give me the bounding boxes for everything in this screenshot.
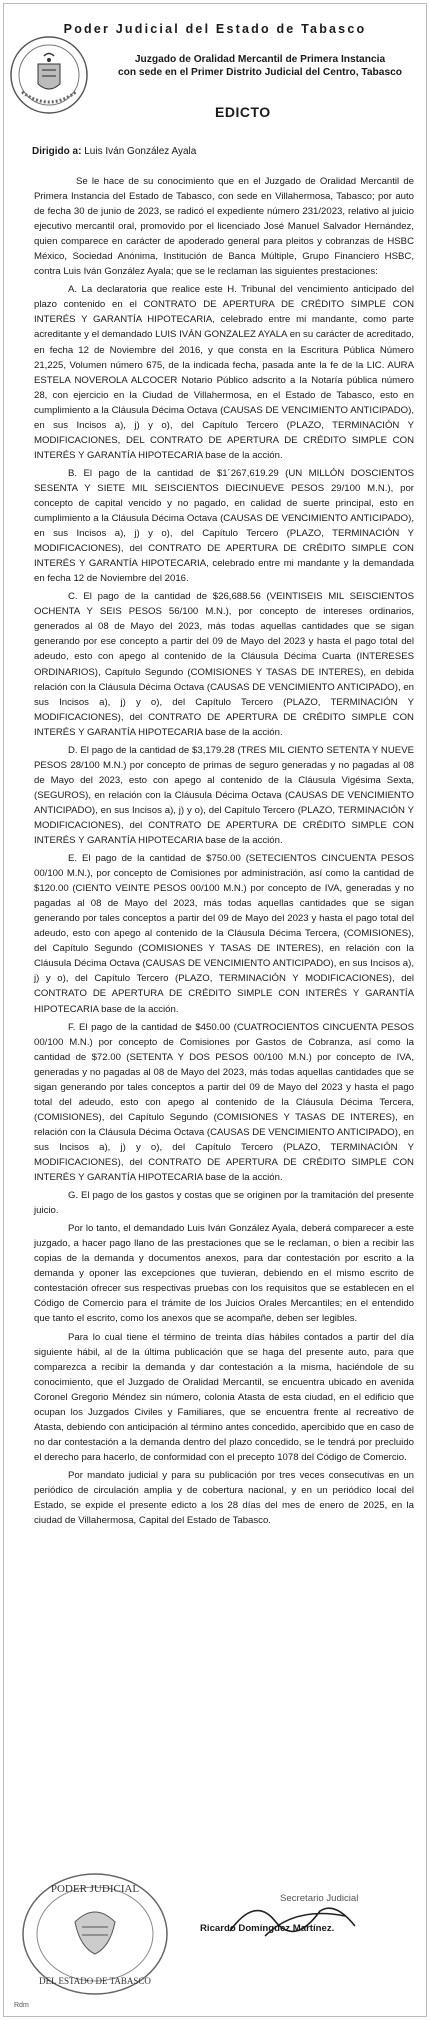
claim-b: B. El pago de la cantidad de $1´267,619.29 (UN MILLÓN DOSCIENTOS SESENTA Y SIETE MIL SEISCIENTOS DIECINUEVE PESOS 29/100 M.N.), por concepto de capital vencido y no pagado, en calidad de suerte principal, esto en cumplimiento a la Cláusula Décima Octava (CAUSAS DE VENCIMIENTO ANTICIPADO), en sus Incisos a), j) y o), del Capítulo Tercero (PLAZO, TERMINACIÓN Y MODIFICACIONES), del CONTRATO DE APERTURA DE CRÉDITO SIMPLE CON INTERÉS Y GARANTÍA HIPOTECARIA, celebrado entre mi mandante y la demandada en fecha 12 de Noviembre del 2016. bbox=[34, 467, 414, 585]
court-heading bbox=[100, 54, 420, 79]
claim-a: A. La declaratoria que realice este H. Tribunal del vencimiento anticipado del plazo contenido en el CONTRATO DE APERTURA DE CRÉDITO SIMPLE CON INTERÉS Y GARANTÍA HIPOTECARIA, celebrado entre mi mandante, como parte acreditante y el demandado LUIS IVÁN GONZALEZ AYALA en su carácter de acreditado, en fecha 12 de Noviembre del 2016, y que consta en la Escritura Pública Número 21,225, Volumen número 675, de la indicada fecha, pasada ante la fe de la LIC. AURA ESTELA NOVEROLA ALCOCER Notario Público adscrito a la Notaría pública número 28, con ejercicio en la Ciudad de Villahermosa, en el Estado de Tabasco, esto en cumplimiento a la Cláusula Décima Octava (CAUSAS DE VENCIMIENTO ANTICIPADO), en sus Incisos a), j) y o), del Capítulo Tercero (PLAZO, TERMINACIÓN Y MODIFICACIONES, DEL CONTRATO DE APERTURA DE CRÉDITO SIMPLE CON INTERÉS Y GARANTÍA HIPOTECARIA base de la acción. bbox=[34, 284, 414, 461]
summons-paragraph: Por lo tanto, el demandado Luis Iván González Ayala, deberá comparecer a este juzgado, a hacer pago llano de las prestaciones que se le reclaman, o bien a recibir las copias de la demanda y documentos anexos, para dar contestación por escrito a la demanda y oponer las excepciones que tuvieran, debiendo en el mismo escrito de contestación ofrecer sus respectivas pruebas con los requisitos que se establecen en el Código de Comercio para el trámite de los Juicios Orales Mercantiles; en el entendido que tanto el escrito, como los anexos que se acompañe, deben ser legibles. bbox=[34, 1223, 414, 1325]
claim-g: G. El pago de los gastos y costas que se originen por la tramitación del presente juicio. bbox=[34, 1190, 414, 1217]
edict-body bbox=[34, 174, 414, 1531]
secretary-name: Ricardo Domínguez Martínez. bbox=[200, 1923, 335, 1934]
claim-c: C. El pago de la cantidad de $26,688.56 (VEINTISEIS MIL SEISCIENTOS OCHENTA Y SEIS PESOS 56/100 M.N.), por concepto de intereses ordinarios, generados al 08 de Mayo del 2023, más todas aquellas cantidades que se sigan generando por ese concepto a partir del 09 de Mayo del 2023 y hasta el pago total del adeudo, esto con apego al contenido de la Cláusula Décima Cuarta (INTERESES ORDINARIOS), Capítulo Segundo (COMISIONES Y TASAS DE INTERES), en debida relación con la Cláusula Décima Octava (CAUSAS DE VENCIMIENTO ANTICIPADO), en sus Incisos a), j) y o), del Capítulo Tercero (PLAZO, TERMINACIÓN Y MODIFICACIONES), del CONTRATO DE APERTURA DE CRÉDITO SIMPLE CON INTERÉS Y GARANTÍA HIPOTECARIA base de la acción. bbox=[34, 591, 414, 738]
deadline-paragraph: Para lo cual tiene el término de treinta días hábiles contados a partir del día siguiente hábil, al de la última publicación que se haga del presente auto, para que comparezca a recibir la demanda y dar contestación a la misma, haciéndole de su conocimiento, que el Juzgado de Oralidad Mercantil, se encuentra ubicado en avenida Coronel Gregorio Méndez sin número, colonia Atasta de esta ciudad, en el edificio que ocupan los Juzgados Civiles y Familiares, que se encuentra frente al recreativo de Atasta, debiendo con anticipación al término antes concedido, apercibido que en caso de no dar contestación a la demanda dentro del plazo concedido, se le tendrá por precluido el derecho para hacerlo, de conformidad con el precepto 1078 del Código de Comercio. bbox=[34, 1331, 414, 1463]
addressee-line bbox=[32, 146, 196, 157]
stamp-line-1: PODER JUDICIAL bbox=[50, 1883, 140, 1895]
claim-e: E. El pago de la cantidad de $750.00 (SETECIENTOS CINCUENTA PESOS 00/100 M.N.), por concepto de Comisiones por administración, así como la cantidad de $120.00 (CIENTO VEINTE PESOS 00/100 M.N.) por concepto de IVA, generadas y no pagadas al 08 de Mayo del 2023, más todas aquellas cantidades que se sigan generando por tales conceptos a partir del 09 de Mayo del 2023 y hasta el pago total del adeudo, esto con apego al contenido de la Cláusula Décima Tercera, (COMISIONES), del Capítulo Segundo (COMISIONES Y TASAS DE INTERES), en relación con la Cláusula Décima Octava (CAUSAS DE VENCIMIENTO ANTICIPADO), en sus Incisos a), j) y o), del Capítulo Tercero (PLAZO, TERMINACIÓN Y MODIFICACIONES), del CONTRATO DE APERTURA DE CRÉDITO SIMPLE CON INTERÉS Y GARANTÍA HIPOTECARIA base de la acción. bbox=[34, 853, 414, 1015]
publication-paragraph: Por mandato judicial y para su publicación por tres veces consecutivas en un periódico de circulación amplia y de cobertura nacional, y en un periódico local del Estado, se expide el presente edicto a los 28 días del mes de enero de 2025, en la ciudad de Villahermosa, Capital del Estado de Tabasco. bbox=[34, 1469, 414, 1527]
document-title: EDICTO bbox=[215, 104, 271, 120]
top-title: Poder Judicial del Estado de Tabasco bbox=[63, 22, 367, 36]
addressee-name: Luis Iván González Ayala bbox=[84, 146, 197, 157]
intro-paragraph: Se le hace de su conocimiento que en el Juzgado de Oralidad Mercantil de Primera Instancia del Estado de Tabasco, con sede en Villahermosa, Tabasco; por auto de fecha 30 de junio de 2023, se radicó el expediente número 231/2023, relativo al juicio ejecutivo mercantil oral, promovido por el licenciado José Manuel Salvador Hernández, quien comparece en carácter de apoderado general para pleitos y cobranzas de HSBC México, Sociedad Anónima, Institución de Banca Múltiple, Grupo Financiero HSBC, contra Luis Iván González Ayala; que se le reclaman las siguientes prestaciones: bbox=[34, 176, 414, 278]
court-line-1: Juzgado de Oralidad Mercantil de Primera Instancia bbox=[134, 54, 386, 65]
court-line-2: con sede en el Primer Distrito Judicial del Centro, Tabasco bbox=[117, 66, 402, 78]
addressee-label: Dirigido a: bbox=[32, 146, 82, 157]
secretary-role: Secretario Judicial bbox=[280, 1893, 359, 1904]
footer-initials: Rdm bbox=[14, 2002, 29, 2009]
court-stamp-icon bbox=[20, 1872, 170, 1997]
claim-f: F. El pago de la cantidad de $450.00 (CUATROCIENTOS CINCUENTA PESOS 00/100 M.N.) por concepto de Comisiones por Gastos de Cobranza, así como la cantidad de $72.00 (SETENTA Y DOS PESOS 00/100 M.N.) por concepto de IVA, generadas y no pagadas al 08 de Mayo del 2023, más todas aquellas cantidades que se sigan generando por tales conceptos a partir del 09 de Mayo del 2023 y hasta el pago total del adeudo, esto con apego al contenido de la Cláusula Décima Tercera, (COMISIONES), del Capítulo Segundo (COMISIONES Y TASAS DE INTERES), en relación con la Cláusula Décima Octava (CAUSAS DE VENCIMIENTO ANTICIPADO), en sus Incisos a), j) y o), del Capítulo Tercero (PLAZO, TERMINACIÓN Y MODIFICACIONES), del CONTRATO DE APERTURA DE CRÉDITO SIMPLE CON INTERÉS Y GARANTÍA HIPOTECARIA base de la acción. bbox=[34, 1021, 414, 1184]
claim-d: D. El pago de la cantidad de $3,179.28 (TRES MIL CIENTO SETENTA Y NUEVE PESOS 28/100 M.N.) por concepto de primas de seguro generadas y no pagadas al 08 de Mayo del 2023, esto con apego al contenido de la Cláusula Vigésima Sexta, (SEGUROS), en relación con la Cláusula Décima Octava (CAUSAS DE VENCIMIENTO ANTICIPADO), en sus Incisos a), j) y o), del Capítulo Tercero (PLAZO, TERMINACIÓN Y MODIFICACIONES), del CONTRATO DE APERTURA DE CRÉDITO SIMPLE CON INTERÉS Y GARANTÍA HIPOTECARIA base de la acción. bbox=[34, 744, 414, 847]
stamp-line-2: DEL ESTADO DE TABASCO bbox=[39, 1976, 151, 1986]
judiciary-seal-icon bbox=[8, 34, 90, 116]
